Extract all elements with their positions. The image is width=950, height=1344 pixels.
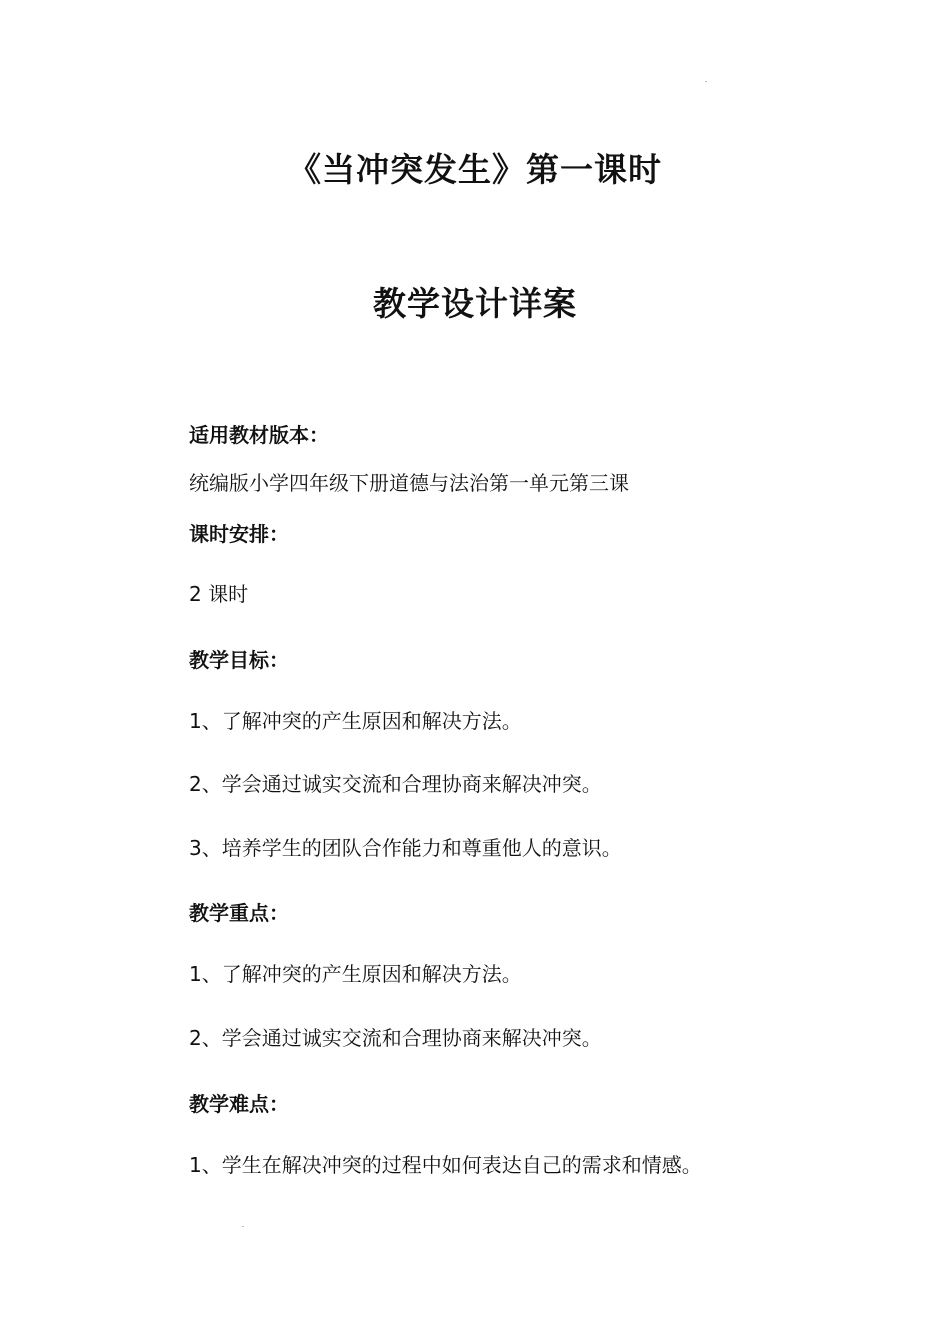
schedule-heading: 课时安排： <box>189 522 289 546</box>
scan-speck <box>705 81 707 82</box>
objective-item: 3、培养学生的团队合作能力和尊重他人的意识。 <box>189 836 622 860</box>
objective-item: 2、学会通过诚实交流和合理协商来解决冲突。 <box>189 772 602 796</box>
document-subtitle: 教学设计详案 <box>373 284 577 323</box>
difficulty-item: 1、学生在解决冲突的过程中如何表达自己的需求和情感。 <box>189 1153 702 1177</box>
key-points-heading: 教学重点： <box>189 901 289 925</box>
key-point-item: 2、学会通过诚实交流和合理协商来解决冲突。 <box>189 1026 602 1050</box>
scan-speck <box>242 1226 244 1227</box>
difficulties-heading: 教学难点： <box>189 1092 289 1116</box>
key-point-item: 1、了解冲突的产生原因和解决方法。 <box>189 962 522 986</box>
textbook-content: 统编版小学四年级下册道德与法治第一单元第三课 <box>189 471 629 495</box>
objectives-heading: 教学目标： <box>189 648 289 672</box>
textbook-heading: 适用教材版本： <box>189 423 329 447</box>
document-title: 《当冲突发生》第一课时 <box>288 150 662 189</box>
schedule-content: 2 课时 <box>189 582 249 606</box>
objective-item: 1、了解冲突的产生原因和解决方法。 <box>189 709 522 733</box>
